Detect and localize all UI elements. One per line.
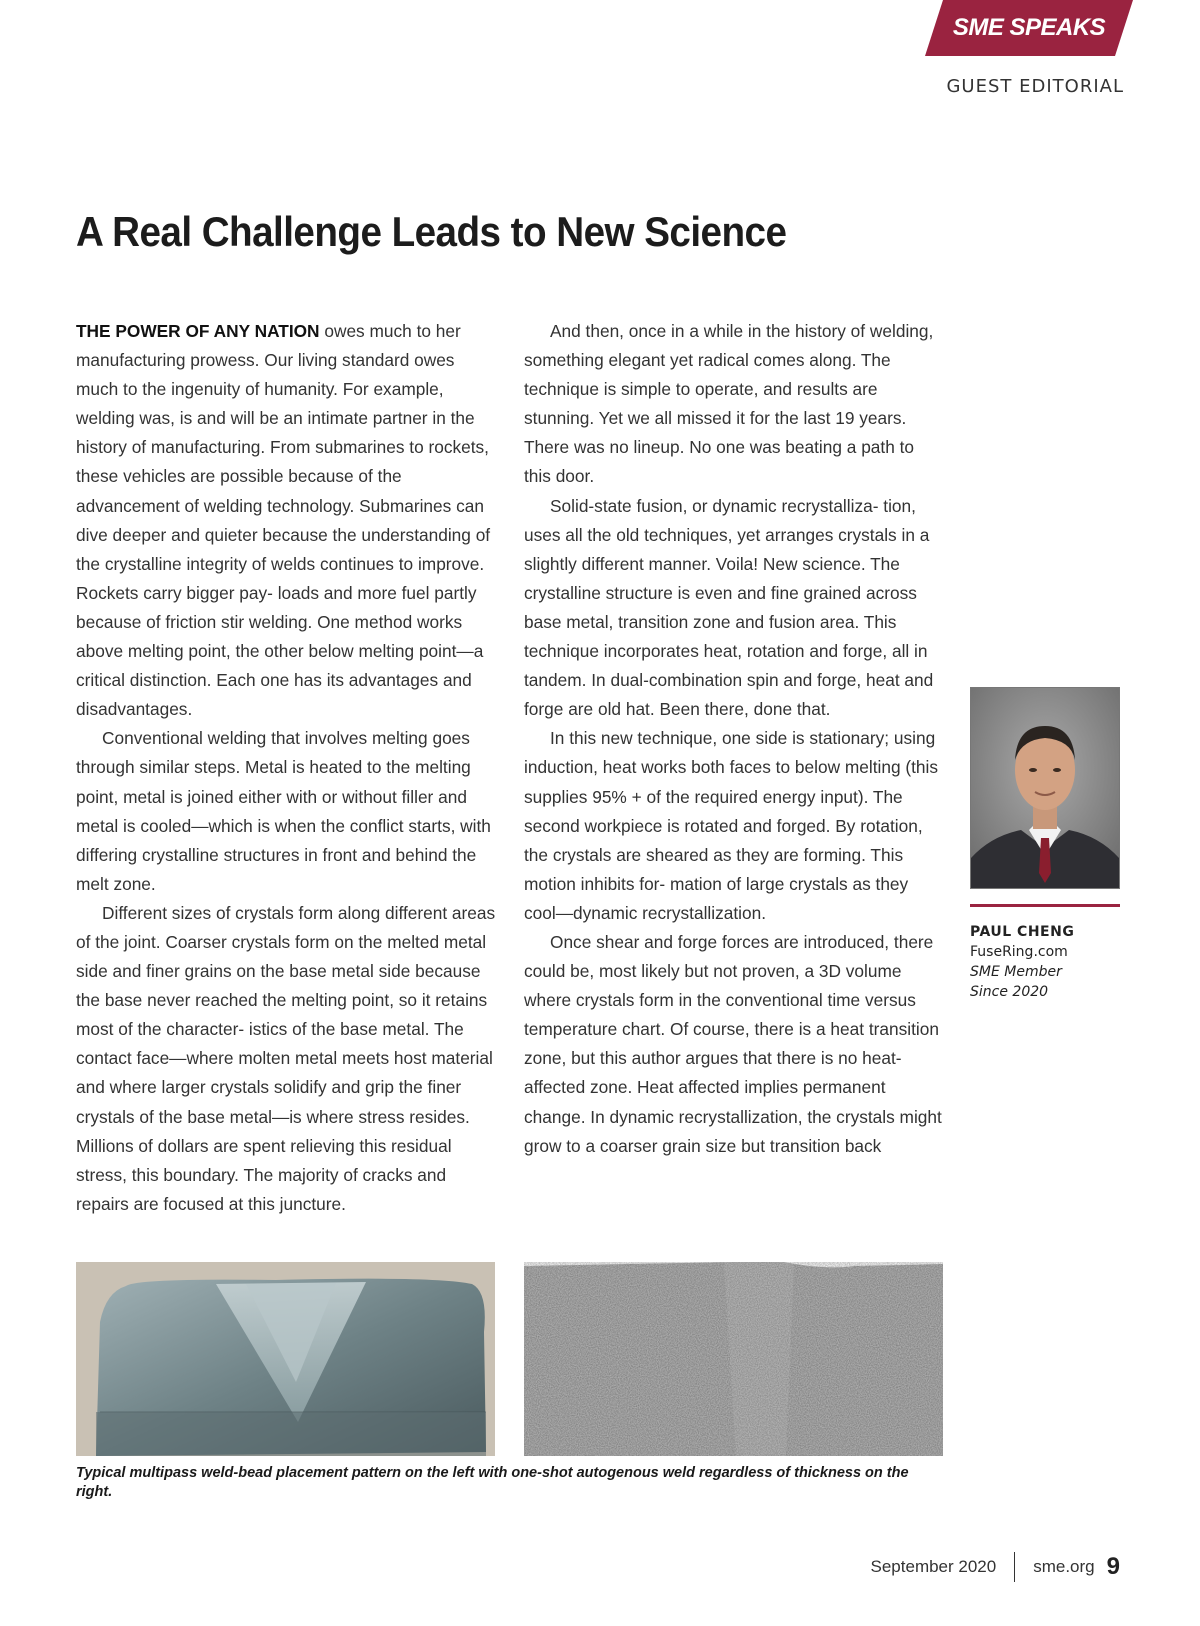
paragraph: In this new technique, one side is stationary; using induction, heat works both faces to below melting (this supplies 95% + of the required energy input). The second workpiece is rotated and forged. By rotation, the crystals are sheared as they are forming. This motion inhibits for- mation of large crystals as they cool—dynamic recrystallization. — [524, 728, 939, 923]
multipass-weld-illustration — [76, 1262, 495, 1456]
autogenous-weld-micrograph — [524, 1262, 943, 1456]
paragraph — [76, 317, 496, 724]
article-title: A Real Challenge Leads to New Science — [76, 208, 787, 255]
sidebar-divider — [970, 904, 1120, 907]
multipass-weld-photo — [76, 1262, 495, 1456]
issue-date: September 2020 — [870, 1557, 997, 1576]
figure-caption: Typical multipass weld-bead placement pattern on the left with one-shot autogenous weld regardless of thickness on the right. — [76, 1465, 909, 1500]
badge-label: SME SPEAKS — [952, 14, 1106, 41]
paragraph: Solid-state fusion, or dynamic recrystalliza- tion, uses all the old techniques, yet arranges crystals in a slightly different manner. Voila! New science. The crystalline structure is even and fine grained across base metal, transition zone and fusion area. This technique incorporates heat, rotation and forge, all in tandem. In dual-combination spin and forge, heat and forge are old hat. Been there, done that. — [524, 495, 934, 720]
article-column-1 — [76, 317, 496, 1219]
author-photo — [970, 687, 1120, 889]
author-name: PAUL CHENG — [970, 924, 1075, 940]
lead-in: THE POWER OF ANY NATION — [76, 321, 320, 341]
page-number: 9 — [1106, 1553, 1120, 1580]
article-column-2 — [524, 317, 944, 1161]
page-footer — [871, 1552, 1120, 1582]
footer-divider — [1014, 1552, 1015, 1582]
paragraph: Different sizes of crystals form along different areas of the joint. Coarser crystals form on the melted metal side and finer grains on the base metal side because the base never reached the melting point, so it retains most of the character- istics of the base metal. The contact face—where molten metal meets host material and where larger crystals solidify and grip the finer crystals of the base metal—is where stress resides. Millions of dollars are spent relieving this residual stress, this boundary. The majority of cracks and repairs are focused at this juncture. — [76, 902, 496, 1214]
sme-speaks-badge — [925, 0, 1133, 56]
paragraph-text: owes much to her manufacturing prowess. Our living standard owes much to the ingenuity of humanity. For example, welding was, is and will be an intimate partner in the history of manufacturing. From submarines to rockets, these vehicles are possible because of the advancement of welding technology. Submarines can dive deeper and quieter because the understanding of the crystalline integrity of welds continues to improve. Rockets carry bigger pay- loads and more fuel partly because of friction stir welding. One method works above melting point, the other below melting point—a critical distinction. Each one has its advantages and disadvantages. — [76, 321, 491, 720]
paragraph: And then, once in a while in the history of welding, something elegant yet radical comes along. The technique is simple to operate, and results are stunning. Yet we all missed it for the last 19 years. There was no lineup. No one was beating a path to this door. — [524, 321, 934, 487]
paragraph: Conventional welding that involves melting goes through similar steps. Metal is heated to the melting point, metal is joined either with or without filler and metal is cooled—which is when the conflict starts, with differing crystalline structures in front and behind the melt zone. — [76, 728, 491, 894]
author-portrait-illustration — [971, 688, 1119, 888]
site-link[interactable]: sme.org — [1033, 1557, 1095, 1576]
author-member-line: SME Member — [970, 964, 1062, 980]
author-member-since: Since 2020 — [970, 984, 1049, 1000]
author-block — [970, 922, 1130, 1002]
autogenous-weld-photo — [524, 1262, 943, 1456]
paragraph: Once shear and forge forces are introduced, there could be, most likely but not proven, a 3D volume where crystals form in the conventional time versus temperature chart. Of course, there is a heat transition zone, but this author argues that there is no heat-affected zone. Heat affected implies permanent change. In dynamic recrystallization, the crystals might grow to a coarser grain size but transition back — [524, 931, 942, 1156]
section-label: GUEST EDITORIAL — [946, 76, 1124, 97]
author-site: FuseRing.com — [970, 944, 1068, 960]
